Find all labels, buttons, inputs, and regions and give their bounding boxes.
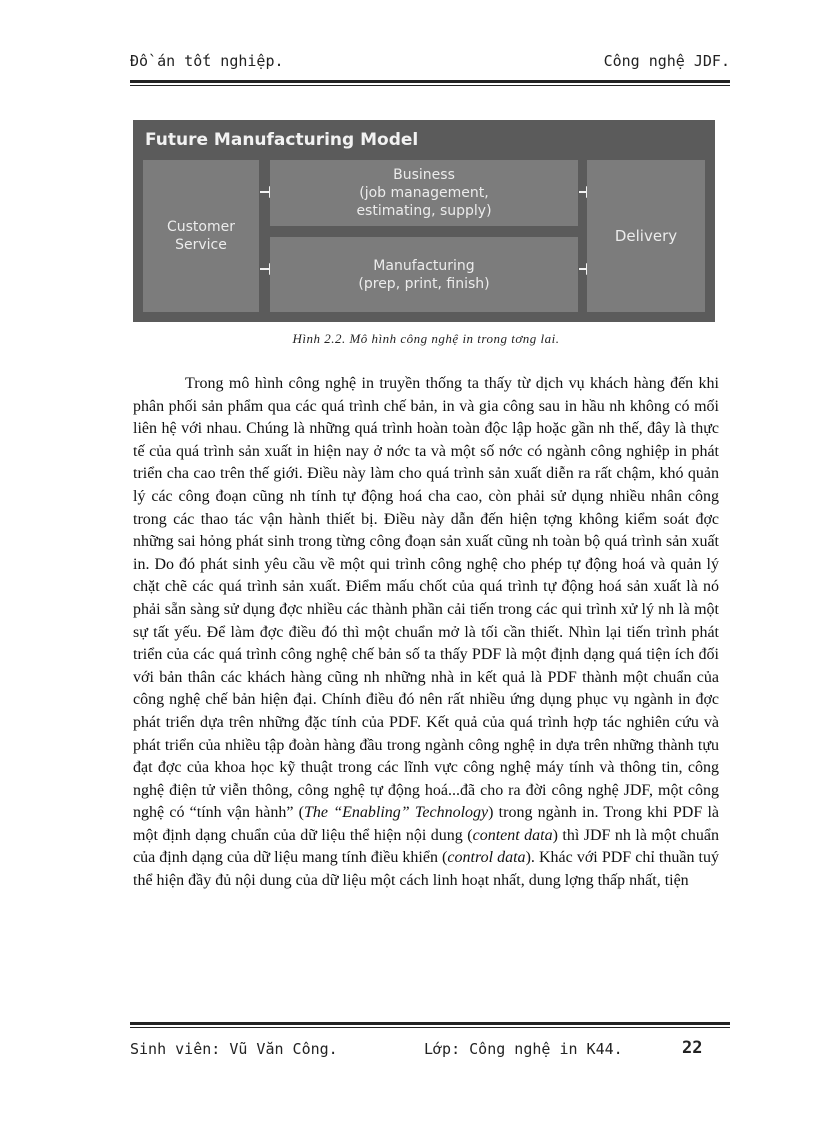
manufacturing-line-2: (prep, print, finish) — [358, 275, 490, 292]
header-rule-thin — [130, 85, 730, 86]
customer-service-line-2: Service — [175, 237, 227, 253]
delivery-label: Delivery — [614, 227, 678, 245]
header-rule-thick — [130, 80, 730, 83]
page-footer — [130, 1040, 730, 1062]
future-manufacturing-model-figure — [133, 120, 715, 322]
business-box — [270, 160, 578, 226]
figure-title: Future Manufacturing Model — [145, 130, 419, 150]
footer-student: Sinh viên: Vũ Văn Công. — [130, 1040, 338, 1058]
figure-caption: Hình 2.2. Mô hình công nghệ in trong tơng lai. — [292, 331, 560, 346]
business-line-3: estimating, supply) — [356, 203, 492, 219]
customer-service-box — [143, 160, 259, 312]
header-thesis-title: Đồ án tốt nghiệp. — [130, 52, 284, 70]
page-header — [130, 52, 730, 76]
body-text-part-3: ) thì JDF nh là một chuẩn của định dạng của dữ liệu mang tính điều khiển ( — [133, 826, 719, 867]
body-paragraph — [133, 373, 719, 893]
business-line-1: Business — [393, 167, 455, 183]
content-data-term: content data — [472, 826, 553, 844]
business-line-2: (job management, — [359, 185, 489, 201]
manufacturing-box — [270, 237, 578, 312]
customer-service-line-1: Customer — [166, 219, 235, 235]
control-data-term: control data — [447, 849, 526, 867]
body-text-part-1: Trong mô hình công nghệ in truyền thống ta thấy từ dịch vụ khách hàng đến khi phân phối sản phẩm qua các quá trình chế bản, in và gia công sau in hầu nh không có mối liên hệ với nhau. Chúng là những quá trình hoàn toàn độc lập hoặc gần nh thế, đây là thực tế của quá trình sản xuất in hiện nay ở nớc ta và một số nớc có ngành công nghiệp in phát triển cha cao trên thế giới. Điều này làm cho quá trình sản xuất diễn ra rất chậm, khó quản lý các công đoạn cũng nh tính tự động hoá cha cao, còn phải sử dụng nhiều nhân công trong các thao tác vận hành thiết bị. Điều này dẫn đến hiện tợng không kiểm soát đợc những sai hỏng phát sinh trong từng công đoạn sản xuất cũng nh toàn bộ quá trình sản xuất in. Do đó phát sinh yêu cầu về một qui trình công nghệ cho phép tự động hoá và quản lý chặt chẽ các quá trình sản xuất. Điểm mấu chốt của quá trình tự động hoá sản xuất là nó phải sẵn sàng sử dụng đợc nhiều các thành phần cải tiến trong các qui trình xử lý nh là một sự tất yếu. Để làm đợc điều đó thì một chuẩn mở là tối cần thiết. Nhìn lại tiến trình phát triển của các quá trình công nghệ chế bản số ta thấy PDF là một định dạng quá tiện ích đối với bản thân các khách hàng cũng nh những nhà in kết quả là PDF thành một chuẩn của công nghệ chế bản hiện đại. Chính điều đó nên rất nhiều ứng dụng phục vụ ngành in đợc phát triển dựa trên những đặc tính của PDF. Kết quả của quá trình hợp tác nghiên cứu và phát triển của nhiều tập đoàn hàng đầu trong ngành công nghệ in dựa trên những thành tựu đạt đợc của khoa học kỹ thuật trong các lĩnh vực công nghệ máy tính và thông tin, công nghệ điện tử viễn thông, công nghệ tự động hoá...đã cho ra đời công nghệ JDF, một công nghệ có “tính vận hành” ( — [133, 375, 719, 822]
footer-rule-thin — [130, 1027, 730, 1028]
enabling-technology-term: The “Enabling” Technology — [304, 804, 489, 822]
footer-rule-thick — [130, 1022, 730, 1025]
delivery-box — [587, 160, 705, 312]
body-text — [133, 373, 719, 893]
footer-class: Lớp: Công nghệ in K44. — [424, 1040, 623, 1058]
header-topic: Công nghệ JDF. — [603, 52, 730, 70]
manufacturing-line-1: Manufacturing — [373, 257, 475, 274]
body-text-part-2: ) trong ngành in. Trong khi PDF là một định dạng chuẩn của dữ liệu thể hiện nội dung ( — [133, 804, 719, 844]
body-text-part-4: ). Khác với PDF chỉ thuần tuý thể hiện đầy đủ nội dung của dữ liệu một cách linh hoạt nhất, dung lợng thấp nhất, tiện — [133, 849, 719, 890]
page-number: 22 — [682, 1038, 703, 1058]
